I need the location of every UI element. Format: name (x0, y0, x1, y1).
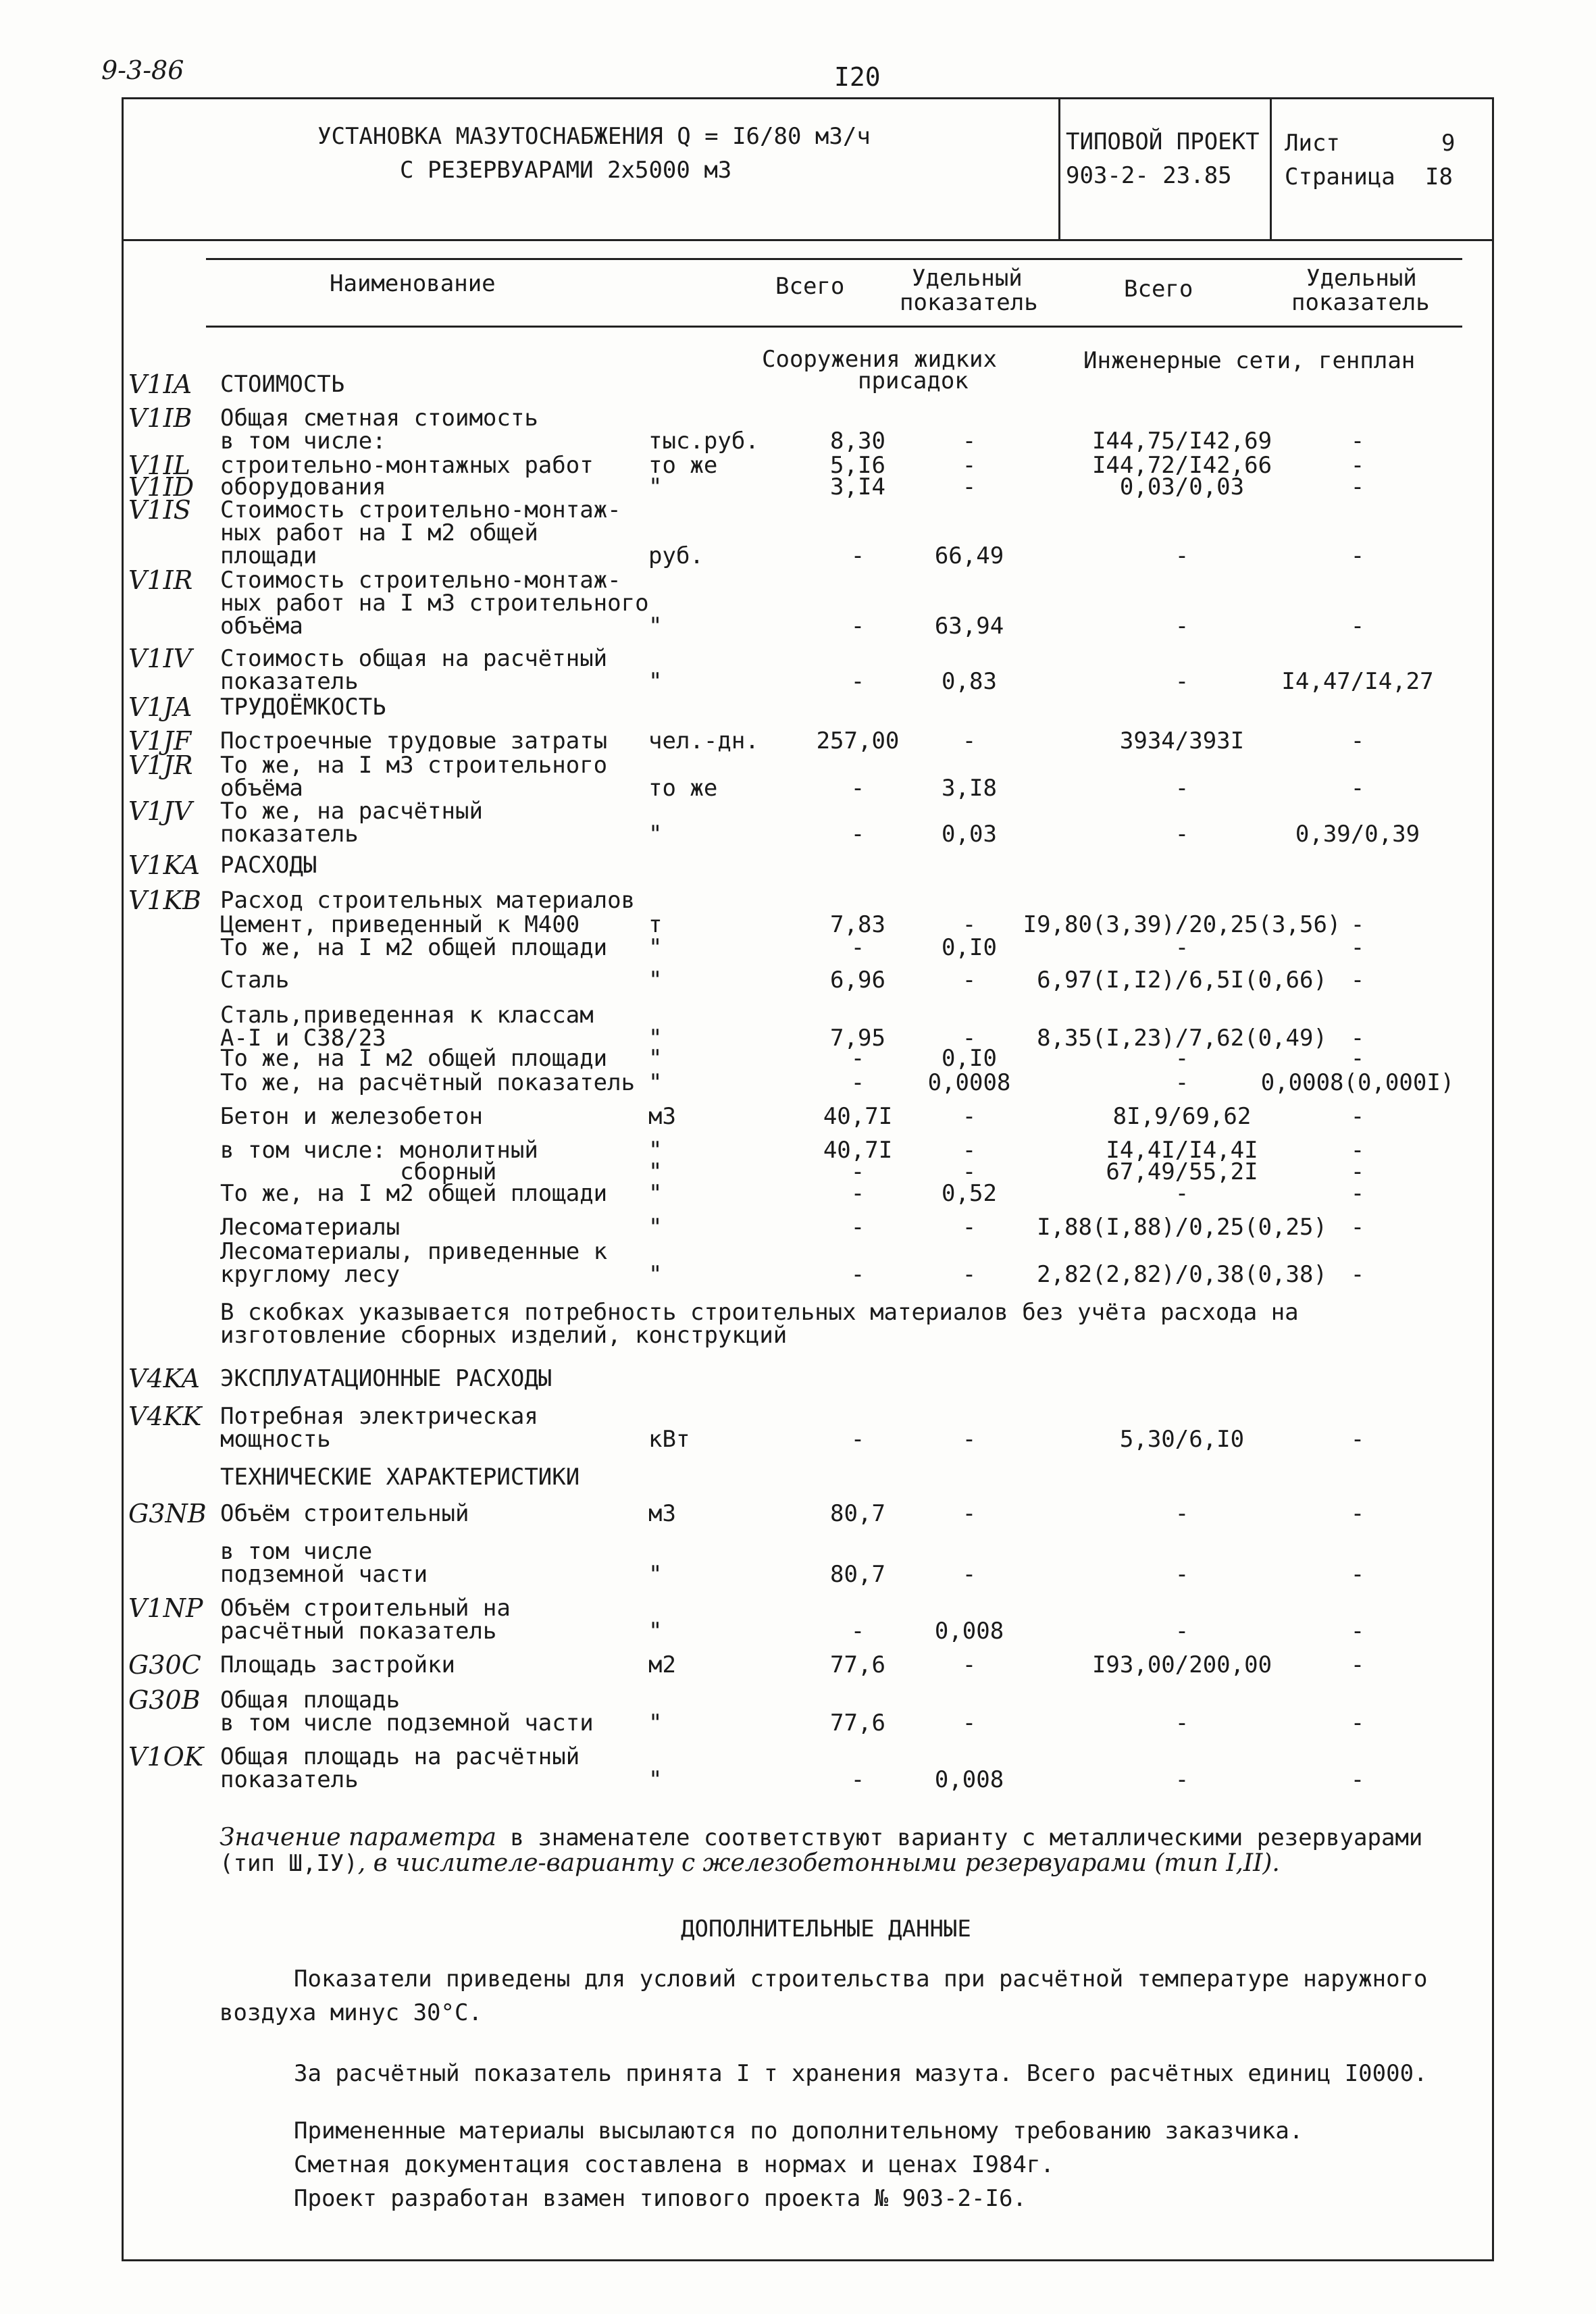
row-code: V1JF (128, 726, 192, 756)
row-name: ТРУДОЁМКОСТЬ (220, 694, 386, 721)
row-name: Стоимость строительно-монтаж- ных работ на I м3 строительного объёма (220, 567, 649, 640)
row-specific-2: - (1350, 1180, 1365, 1207)
row-specific-2: - (1350, 1103, 1365, 1130)
row-specific-1: 3,I8 (942, 775, 997, 802)
row-total-2: 8,35(I,23)/7,62(0,49) (1037, 1025, 1327, 1052)
additional-p1-line1: Показатели приведены для условий строительства при расчётной температуре наружного (294, 1965, 1428, 1992)
row-specific-2: - (1350, 775, 1365, 802)
row-name: Сталь (220, 967, 290, 994)
row-total-2: - (1175, 1045, 1189, 1072)
row-code: V1OK (128, 1742, 204, 1772)
row-specific-1: - (962, 911, 977, 938)
row-name: Площадь застройки (220, 1651, 455, 1678)
row-total-1: - (850, 1069, 865, 1096)
header-specific-2-line1: Удельный (1306, 265, 1417, 292)
row-unit: чел.-дн. (648, 727, 759, 754)
row-name: Построечные трудовые затраты (220, 727, 608, 754)
row-total-1: - (850, 613, 865, 640)
additional-p1-line2: воздуха минус 30°С. (220, 1999, 482, 2026)
row-specific-2: 0,0008(0,000I) (1260, 1069, 1455, 1096)
row-specific-2: - (1350, 727, 1365, 754)
row-code: V1KB (128, 885, 201, 915)
row-total-2: I44,72/I42,66 (1091, 452, 1272, 479)
row-specific-1: 0,03 (942, 821, 997, 848)
row-unit: " (648, 967, 663, 994)
row-unit: " (648, 1261, 663, 1288)
row-total-1: - (850, 1180, 865, 1207)
row-specific-2: - (1350, 1426, 1365, 1453)
row-name: в том числе подземной части (220, 1538, 428, 1588)
row-name: Стоимость строительно-монтаж- ных работ на I м2 общей площади (220, 496, 621, 569)
row-specific-1: - (962, 1261, 977, 1288)
row-unit: то же (648, 775, 718, 802)
row-total-1: 6,96 (830, 967, 885, 994)
row-unit: " (648, 1158, 663, 1185)
row-total-1: - (850, 668, 865, 695)
row-name: строительно-монтажных работ (220, 452, 594, 479)
header-specific-1-line2: показатель (900, 289, 1038, 316)
row-code: V1JA (128, 692, 192, 722)
footnote-line-2 (220, 1849, 1280, 1877)
header-total-2: Всего (1124, 276, 1193, 303)
row-specific-1: 0,008 (934, 1766, 1004, 1793)
row-specific-1: - (962, 1137, 977, 1164)
header-specific-2-line2: показатель (1291, 289, 1430, 316)
footnote-line-1 (220, 1824, 1422, 1851)
row-specific-1: - (962, 727, 977, 754)
row-specific-2: - (1350, 1766, 1365, 1793)
row-specific-1: - (962, 1651, 977, 1678)
row-specific-1: 0,52 (942, 1180, 997, 1207)
row-unit: руб. (648, 542, 704, 569)
row-name: То же, на I м2 общей площади (220, 934, 608, 961)
row-total-2: I9,80(3,39)/20,25(3,56) (1023, 911, 1341, 938)
row-total-1: 3,I4 (830, 473, 885, 500)
row-name: Бетон и железобетон (220, 1103, 483, 1130)
row-code: G3NB (128, 1499, 207, 1528)
row-unit: " (648, 821, 663, 848)
row-name: Лесоматериалы, приведенные к круглому лесу (220, 1238, 608, 1288)
group-2: Инженерные сети, генплан (1083, 347, 1416, 374)
row-unit: м3 (648, 1103, 676, 1130)
row-code: V4KA (128, 1364, 200, 1393)
project-label: ТИПОВОЙ ПРОЕКТ (1066, 128, 1260, 155)
group-1-line1: Сооружения жидких (762, 346, 997, 373)
footnote-handwritten-b: , в числителе-варианту с железобетонными резервуарами (тип I,II). (357, 1849, 1280, 1877)
row-specific-2: - (1350, 934, 1365, 961)
row-name: ЭКСПЛУАТАЦИОННЫЕ РАСХОДЫ (220, 1365, 552, 1392)
row-name: То же, на I м2 общей площади (220, 1045, 608, 1072)
title-line-1: УСТАНОВКА МАЗУТОСНАБЖЕНИЯ Q = I6/80 м3/ч (317, 123, 871, 150)
row-total-1: - (850, 1158, 865, 1185)
footnote-handwritten-a: Значение параметра (220, 1824, 496, 1851)
row-total-1: - (850, 1618, 865, 1645)
table-top-rule (206, 258, 1462, 260)
row-specific-1: - (962, 428, 977, 455)
row-specific-1: - (962, 1103, 977, 1130)
row-specific-2: - (1350, 1618, 1365, 1645)
row-total-2: 0,03/0,03 (1119, 473, 1245, 500)
row-unit: " (648, 1180, 663, 1207)
row-total-2: - (1175, 1709, 1189, 1737)
row-name: сборный (220, 1158, 497, 1185)
row-total-1: - (850, 775, 865, 802)
row-name: Стоимость общая на расчётный показатель (220, 645, 608, 695)
row-specific-2: - (1350, 1158, 1365, 1185)
row-specific-1: - (962, 452, 977, 479)
row-unit: " (648, 1766, 663, 1793)
row-unit: " (648, 1069, 663, 1096)
page-label: Страница (1285, 163, 1395, 190)
footnote-printed-b: (тип Ш,IУ) (220, 1850, 358, 1877)
row-specific-2: - (1350, 967, 1365, 994)
row-code: V1IV (128, 644, 192, 673)
row-specific-2: - (1350, 613, 1365, 640)
row-total-1: 77,6 (830, 1651, 885, 1678)
row-name: Лесоматериалы (220, 1214, 401, 1241)
row-specific-1: 63,94 (934, 613, 1004, 640)
row-specific-1: - (962, 1561, 977, 1588)
row-name: Сталь,приведенная к классам А-I и С38/23 (220, 1002, 594, 1052)
row-code: G30C (128, 1650, 201, 1680)
sheet-value: 9 (1441, 130, 1456, 157)
row-unit: " (648, 668, 663, 695)
row-specific-2: - (1350, 1045, 1365, 1072)
row-specific-1: 66,49 (934, 542, 1004, 569)
row-code: V1ID (128, 472, 195, 502)
project-number-text: 903-2- 23.85 (1066, 162, 1232, 189)
row-total-2: - (1175, 775, 1189, 802)
row-unit: м2 (648, 1651, 676, 1678)
row-unit: " (648, 613, 663, 640)
row-name: Общая площадь на расчётный показатель (220, 1743, 580, 1793)
row-total-2: - (1175, 1069, 1189, 1096)
row-name: в том числе: монолитный (220, 1137, 538, 1164)
row-unit: " (648, 1025, 663, 1052)
footnote-printed-a: в знаменателе соответствуют варианту с металлическими резервуарами (496, 1824, 1423, 1851)
row-code: G30B (128, 1685, 201, 1715)
row-unit: то же (648, 452, 718, 479)
row-total-1: 80,7 (830, 1561, 885, 1588)
row-total-1: - (850, 1214, 865, 1241)
row-name: РАСХОДЫ (220, 852, 317, 879)
row-total-2: 5,30/6,I0 (1119, 1426, 1245, 1453)
row-unit: м3 (648, 1500, 676, 1527)
header-specific-1-line1: Удельный (912, 265, 1023, 292)
row-unit: " (648, 1137, 663, 1164)
row-total-1: - (850, 1766, 865, 1793)
row-total-1: 40,7I (823, 1103, 893, 1130)
row-specific-2: - (1350, 1500, 1365, 1527)
row-total-1: 80,7 (830, 1500, 885, 1527)
row-specific-2: - (1350, 1709, 1365, 1737)
row-code: V1KA (128, 850, 200, 880)
title-block-vline-2 (1270, 97, 1272, 240)
row-total-2: - (1175, 821, 1189, 848)
row-total-2: - (1175, 1500, 1189, 1527)
row-unit: " (648, 1045, 663, 1072)
row-specific-1: - (962, 1426, 977, 1453)
row-name: Объём строительный на расчётный показатель (220, 1595, 511, 1645)
row-specific-2: - (1350, 1561, 1365, 1588)
row-specific-2: - (1350, 473, 1365, 500)
row-name: Объём строительный (220, 1500, 469, 1527)
project-number (1066, 162, 1232, 189)
row-code: V1JV (128, 796, 192, 826)
row-total-2: 2,82(2,82)/0,38(0,38) (1037, 1261, 1327, 1288)
row-specific-2: - (1350, 452, 1365, 479)
row-code: V1IR (128, 565, 193, 595)
row-specific-2: - (1350, 1137, 1365, 1164)
row-total-2: - (1175, 1180, 1189, 1207)
row-name: Общая сметная стоимость в том числе: (220, 405, 538, 455)
row-total-2: - (1175, 668, 1189, 695)
row-total-1: - (850, 1261, 865, 1288)
row-total-1: - (850, 934, 865, 961)
row-unit: " (648, 1214, 663, 1241)
row-name: СТОИМОСТЬ (220, 371, 345, 398)
row-code: V1IL (128, 451, 190, 480)
row-specific-1: 0,008 (934, 1618, 1004, 1645)
row-total-1: - (850, 1045, 865, 1072)
additional-p2: За расчётный показатель принята I т хранения мазута. Всего расчётных единиц I0000. (294, 2060, 1428, 2087)
row-name: Цемент, приведенный к М400 (220, 911, 580, 938)
row-total-2: 8I,9/69,62 (1112, 1103, 1252, 1130)
row-total-2: - (1175, 542, 1189, 569)
row-specific-2: - (1350, 1651, 1365, 1678)
row-specific-1: 0,I0 (942, 1045, 997, 1072)
table-header-rule (206, 326, 1462, 328)
row-specific-1: 0,0008 (927, 1069, 1011, 1096)
row-specific-1: - (962, 1500, 977, 1527)
row-unit: " (648, 1709, 663, 1737)
title-block-divider (122, 239, 1494, 241)
row-name: В скобках указывается потребность строительных материалов без учёта расхода на изготовление сборных изделий, конструкций (220, 1299, 1299, 1349)
row-total-2: I4,4I/I4,4I (1106, 1137, 1258, 1164)
row-code: V1JR (128, 750, 193, 780)
row-specific-1: - (962, 1025, 977, 1052)
row-specific-1: 0,I0 (942, 934, 997, 961)
row-specific-2: - (1350, 542, 1365, 569)
row-total-2: I93,00/200,00 (1091, 1651, 1272, 1678)
row-name: Общая площадь в том числе подземной части (220, 1687, 594, 1737)
row-total-1: 257,00 (816, 727, 900, 754)
row-name: Расход строительных материалов (220, 887, 636, 914)
row-name: ТЕХНИЧЕСКИЕ ХАРАКТЕРИСТИКИ (220, 1464, 580, 1491)
row-total-1: 5,I6 (830, 452, 885, 479)
row-specific-2: - (1350, 428, 1365, 455)
row-unit: т (648, 911, 663, 938)
row-specific-2: 0,39/0,39 (1295, 821, 1420, 848)
row-total-1: 7,83 (830, 911, 885, 938)
row-total-1: - (850, 1426, 865, 1453)
group-1-line2: присадок (858, 367, 969, 394)
row-total-2: 3934/393I (1119, 727, 1245, 754)
row-unit: тыс.руб. (648, 428, 759, 455)
row-unit: " (648, 473, 663, 500)
row-total-2: - (1175, 1618, 1189, 1645)
title-line-2: С РЕЗЕРВУАРАМИ 2х5000 м3 (400, 157, 732, 184)
row-total-2: I44,75/I42,69 (1091, 428, 1272, 455)
row-unit: кВт (648, 1426, 690, 1453)
row-total-2: - (1175, 1561, 1189, 1588)
page-value: I8 (1425, 163, 1453, 190)
row-specific-2: - (1350, 1214, 1365, 1241)
row-specific-1: - (962, 1214, 977, 1241)
page-number: I20 (834, 62, 881, 92)
additional-p5: Проект разработан взамен типового проекта № 903-2-I6. (294, 2185, 1027, 2212)
additional-heading: ДОПОЛНИТЕЛЬНЫЕ ДАННЫЕ (681, 1916, 971, 1943)
row-total-2: 6,97(I,I2)/6,5I(0,66) (1037, 967, 1327, 994)
row-total-1: 8,30 (830, 428, 885, 455)
row-name: То же, на I м3 строительного объёма (220, 752, 608, 802)
row-total-2: - (1175, 934, 1189, 961)
header-name: Наименование (330, 270, 496, 297)
row-unit: " (648, 1561, 663, 1588)
row-unit: " (648, 1618, 663, 1645)
row-specific-2: I4,47/I4,27 (1281, 668, 1434, 695)
row-code: V1NP (128, 1593, 203, 1623)
sheet-label: Лист (1285, 130, 1340, 157)
row-total-2: I,88(I,88)/0,25(0,25) (1037, 1214, 1327, 1241)
row-specific-2: - (1350, 1025, 1365, 1052)
row-unit: " (648, 934, 663, 961)
row-total-2: 67,49/55,2I (1106, 1158, 1258, 1185)
row-specific-1: - (962, 967, 977, 994)
row-total-1: 77,6 (830, 1709, 885, 1737)
row-code: V4KK (128, 1402, 202, 1431)
row-name: То же, на расчётный показатель (220, 798, 483, 848)
row-total-1: 7,95 (830, 1025, 885, 1052)
row-specific-1: - (962, 473, 977, 500)
row-name: То же, на I м2 общей площади (220, 1180, 608, 1207)
row-specific-1: - (962, 1158, 977, 1185)
additional-p3: Примененные материалы высылаются по дополнительному требованию заказчика. (294, 2117, 1304, 2144)
row-specific-1: 0,83 (942, 668, 997, 695)
row-code: V1IS (128, 495, 191, 525)
row-total-2: - (1175, 1766, 1189, 1793)
row-total-1: 40,7I (823, 1137, 893, 1164)
row-total-1: - (850, 542, 865, 569)
row-code: V1IB (128, 403, 192, 433)
row-specific-2: - (1350, 911, 1365, 938)
row-code: V1IA (128, 369, 192, 399)
row-specific-2: - (1350, 1261, 1365, 1288)
row-specific-1: - (962, 1709, 977, 1737)
row-total-1: - (850, 821, 865, 848)
additional-p4: Сметная документация составлена в нормах и ценах I984г. (294, 2151, 1054, 2178)
header-total-1: Всего (775, 273, 845, 300)
title-block-vline-1 (1058, 97, 1060, 240)
row-name: Потребная электрическая мощность (220, 1403, 538, 1453)
row-total-2: - (1175, 613, 1189, 640)
document-code: 9-3-86 (101, 55, 184, 85)
row-name: оборудования (220, 473, 386, 500)
row-name: То же, на расчётный показатель (220, 1069, 636, 1096)
